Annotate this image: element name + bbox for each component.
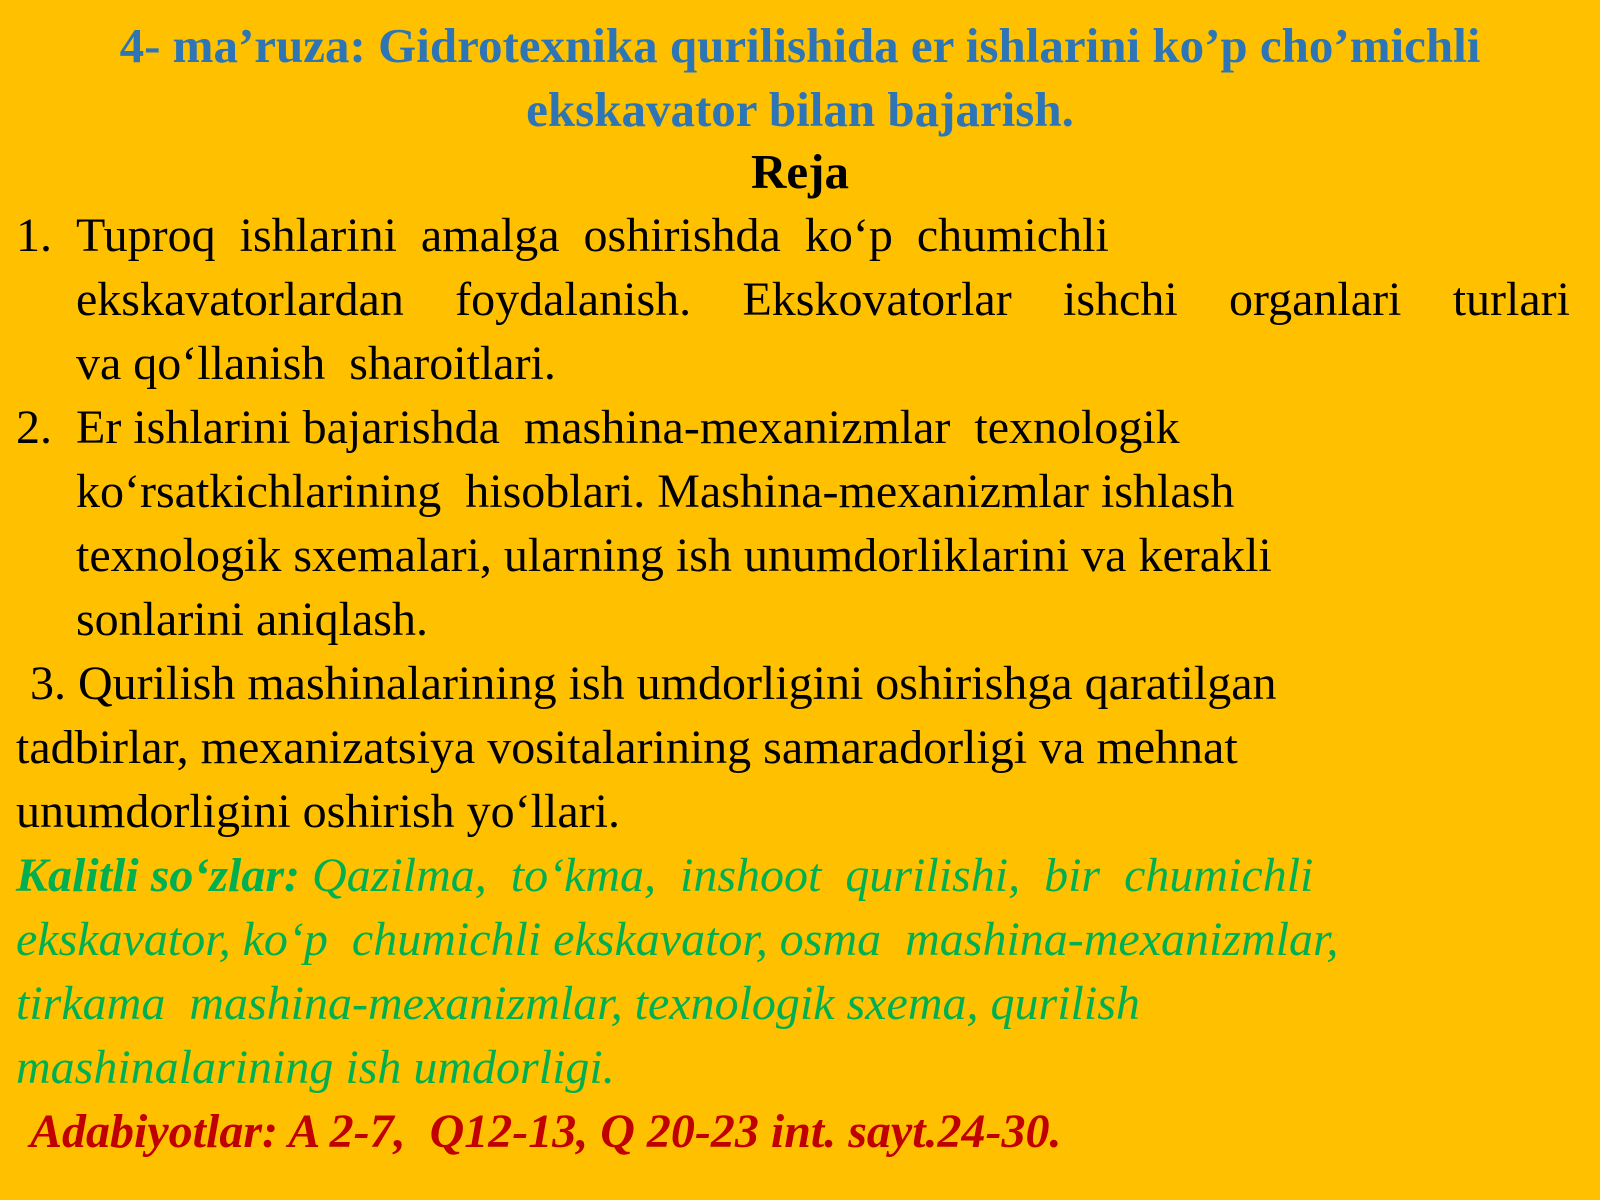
plan-item-number: 2.: [16, 401, 52, 454]
keywords-text: Qazilma, to‘kma, inshoot qurilishi, bir chumichli: [300, 849, 1314, 902]
plan-item-line: ekskavatorlardan foydalanish. Ekskovatorlar ishchi organlari turlari: [76, 273, 1570, 326]
slide-title: [0, 14, 1600, 142]
plan-item-1: [16, 204, 1570, 396]
plan-item-line: tadbirlar, mexanizatsiya vositalarining samaradorligi va mehnat: [16, 721, 1238, 774]
plan-item-2: [16, 396, 1570, 652]
plan-item-line: va qo‘llanish sharoitlari.: [76, 337, 556, 390]
references: Adabiyotlar: A 2-7, Q12-13, Q 20-23 int. sayt.24-30.: [30, 1105, 1062, 1158]
plan-item-line: texnologik sxemalari, ularning ish unumdorliklarini va kerakli: [76, 529, 1272, 582]
slide-title-line-2: ekskavator bilan bajarish.: [526, 82, 1074, 137]
plan-item-3: [16, 652, 1570, 844]
plan-item-line: Er ishlarini bajarishda mashina-mexanizmlar texnologik: [76, 401, 1180, 454]
plan-item-line: ko‘rsatkichlarining hisoblari. Mashina-mexanizmlar ishlash: [76, 465, 1235, 518]
plan-item-line: sonlarini aniqlash.: [76, 593, 428, 646]
keywords-line: tirkama mashina-mexanizmlar, texnologik sxema, qurilish: [16, 977, 1140, 1030]
plan-item-line: unumdorligini oshirish yo‘llari.: [16, 785, 620, 838]
keywords-line: [16, 844, 1570, 908]
keywords-line: ekskavator, ko‘p chumichli ekskavator, osma mashina-mexanizmlar,: [16, 913, 1339, 966]
plan-item-number: 1.: [16, 209, 52, 262]
keywords-block: [16, 844, 1570, 1100]
plan-heading: Reja: [751, 144, 849, 199]
plan-item-line: Tuproq ishlarini amalga oshirishda ko‘p chumichli: [76, 209, 1109, 262]
keywords-label: Kalitli so‘zlar:: [16, 849, 301, 902]
plan-item-line: 3. Qurilish mashinalarining ish umdorligini oshirishga qaratilgan: [30, 657, 1277, 710]
plan-list: [16, 204, 1570, 652]
keywords-line: mashinalarining ish umdorligi.: [16, 1041, 615, 1094]
slide-title-line-1: 4- ma’ruza: Gidrotexnika qurilishida er ishlarini ko’p cho’michli: [119, 18, 1481, 73]
